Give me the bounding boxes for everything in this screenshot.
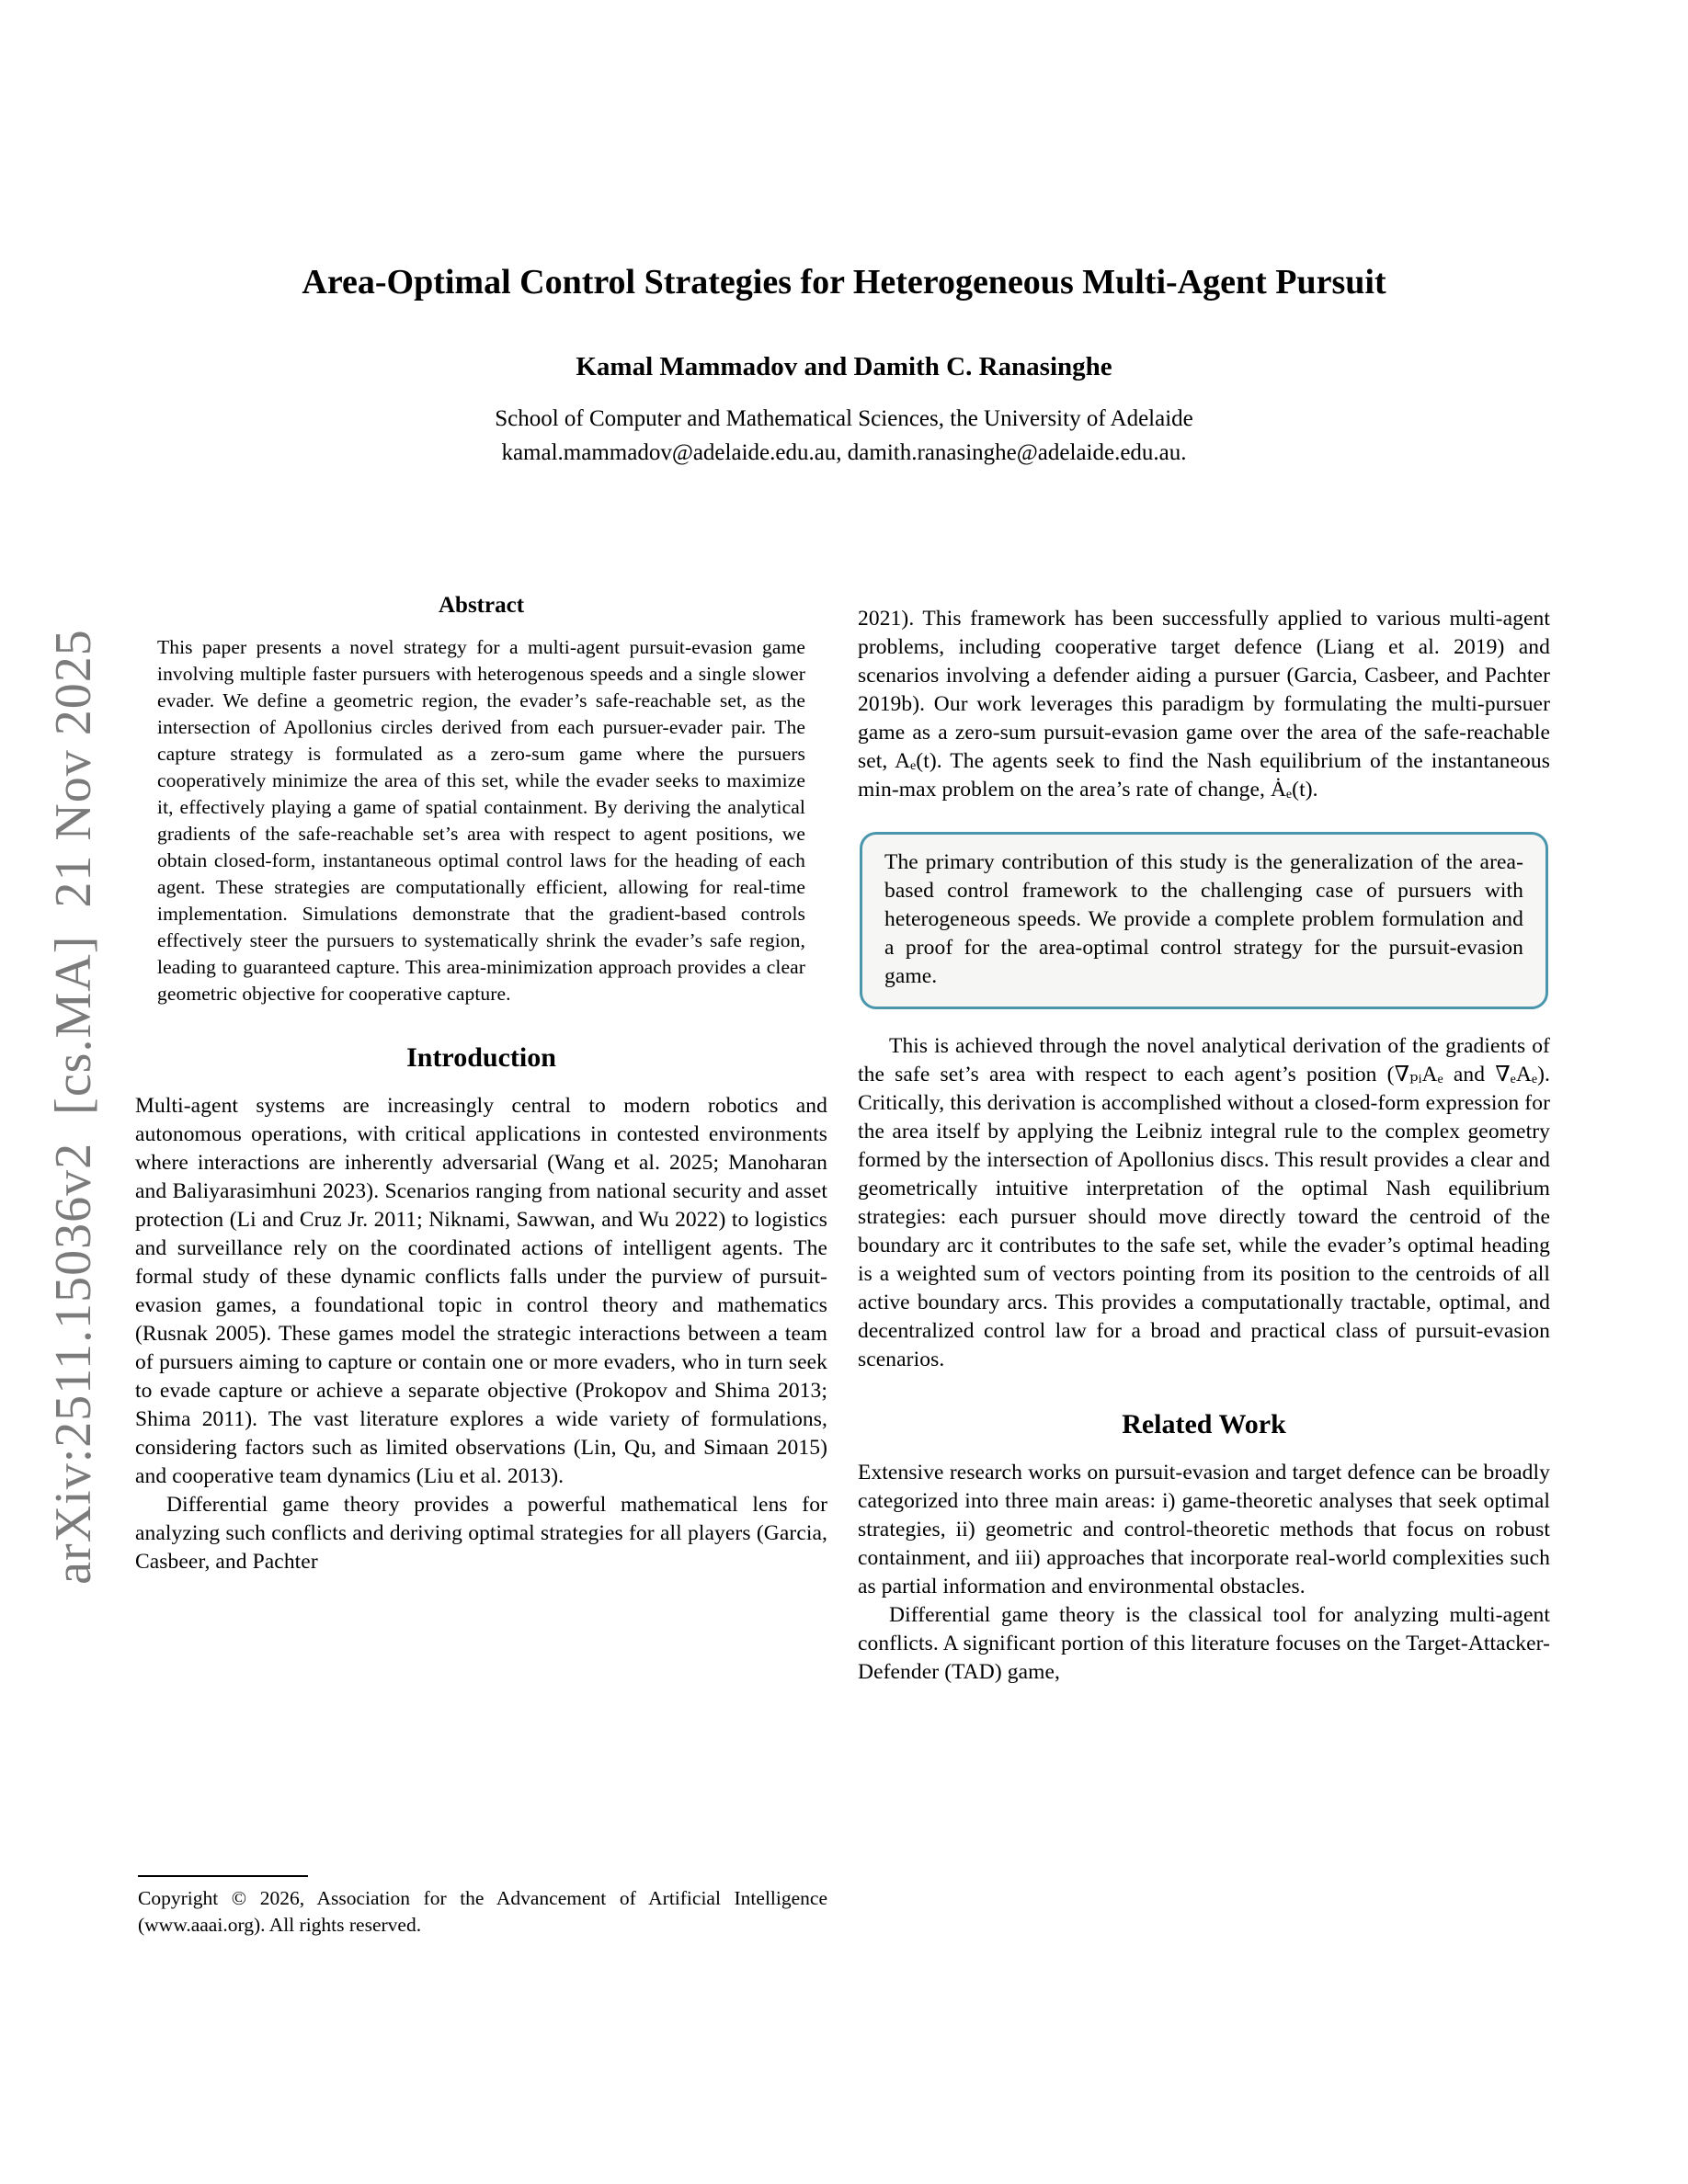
introduction-paragraph-2: Differential game theory provides a powerful mathematical lens for analyzing such conflicts and deriving optimal strategies for all players (Garcia, Casbeer, and Pachter xyxy=(135,1493,827,1574)
derivation-paragraph: This is achieved through the novel analytical derivation of the gradients of the safe set’s area with respect to each agent’s position (∇ₚᵢAₑ and ∇ₑAₑ). Critically, this derivation is accomplished without a closed-form expression for the area itself by applying the Leibniz integral rule to the complex geometry formed by the intersection of Apollonius discs. This result provides a clear and geometrically intuitive interpretation of the optimal Nash equilibrium strategies: each pursuer should move directly toward the centroid of the boundary arc it contributes to the safe set, while the evader’s optimal heading is a weighted sum of vectors pointing from its position to the centroids of all active boundary arcs. This provides a computationally tractable, optimal, and decentralized control law for a broad and practical class of pursuit-evasion scenarios. xyxy=(858,1034,1550,1371)
copyright-footnote xyxy=(138,1875,827,1939)
arxiv-watermark: arXiv:2511.15036v2 [cs.MA] 21 Nov 2025 xyxy=(45,629,102,1585)
right-column xyxy=(858,605,1550,1687)
paper-affiliation: School of Computer and Mathematical Sciences, the University of Adelaide xyxy=(495,406,1193,431)
abstract-heading: Abstract xyxy=(438,593,525,618)
copyright-text: Copyright © 2026, Association for the Advancement of Artificial Intelligence (www.aaai.org). All rights reserved. xyxy=(138,1887,827,1936)
footnote-rule xyxy=(138,1875,308,1877)
paper-emails: kamal.mammadov@adelaide.edu.au, damith.ranasinghe@adelaide.edu.au. xyxy=(501,440,1187,465)
abstract-text: This paper presents a novel strategy for a multi-agent pursuit-evasion game involving multiple faster pursuers with heterogenous speeds and a single slower evader. We define a geometric region, the evader’s safe-reachable set, as the intersection of Apollonius circles derived from each pursuer-evader pair. The capture strategy is formulated as a zero-sum game where the pursuers cooperatively minimize the area of this set, while the evader seeks to maximize it, effectively playing a game of spatial containment. By deriving the analytical gradients of the safe-reachable set’s area with respect to agent positions, we obtain closed-form, instantaneous optimal control laws for the heading of each agent. These strategies are computationally efficient, allowing for real-time implementation. Simulations demonstrate that the gradient-based controls effectively steer the pursuers to systematically shrink the evader’s safe region, leading to guaranteed capture. This area-minimization approach provides a clear geometric objective for cooperative capture. xyxy=(157,636,805,1005)
paper-header xyxy=(0,262,1688,466)
left-column xyxy=(135,593,827,1576)
introduction-heading: Introduction xyxy=(406,1042,556,1073)
contribution-highlight-box xyxy=(860,832,1548,1009)
contribution-box-text: The primary contribution of this study is the generalization of the area-based control framework to the challenging case of pursuers with heterogeneous speeds. We provide a complete problem formulation and a proof for the area-optimal control strategy for the pursuit-evasion game. xyxy=(884,850,1523,988)
related-work-paragraph-2: Differential game theory is the classical tool for analyzing multi-agent conflicts. A significant portion of this literature focuses on the Target-Attacker-Defender (TAD) game, xyxy=(858,1603,1550,1684)
related-work-paragraph-1: Extensive research works on pursuit-evasion and target defence can be broadly categorized into three main areas: i) game-theoretic analyses that seek optimal strategies, ii) geometric and control-theoretic methods that focus on robust containment, and iii) approaches that incorporate real-world complexities such as partial information and environmental obstacles. xyxy=(858,1461,1550,1598)
paper-title: Area-Optimal Control Strategies for Heterogeneous Multi-Agent Pursuit xyxy=(302,263,1386,301)
related-work-heading: Related Work xyxy=(1122,1409,1286,1439)
introduction-paragraph-1: Multi-agent systems are increasingly central to modern robotics and autonomous operations, with critical applications in contested environments where interactions are inherently adversarial (Wang et al. 2025; Manoharan and Baliyarasimhuni 2023). Scenarios ranging from national security and asset protection (Li and Cruz Jr. 2011; Niknami, Sawwan, and Wu 2022) to logistics and surveillance rely on the coordinated actions of intelligent agents. The formal study of these dynamic conflicts falls under the purview of pursuit-evasion games, a foundational topic in control theory and mathematics (Rusnak 2005). These games model the strategic interactions between a team of pursuers aiming to capture or contain one or more evaders, who in turn seek to evade capture or achieve a separate objective (Prokopov and Shima 2013; Shima 2011). The vast literature explores a wide variety of formulations, considering factors such as limited observations (Lin, Qu, and Simaan 2015) and cooperative team dynamics (Liu et al. 2013). xyxy=(135,1094,827,1488)
paper-authors: Kamal Mammadov and Damith C. Ranasinghe xyxy=(576,352,1112,381)
continuation-paragraph: 2021). This framework has been successfully applied to various multi-agent problems, including cooperative target defence (Liang et al. 2019) and scenarios involving a defender aiding a pursuer (Garcia, Casbeer, and Pachter 2019b). Our work leverages this paradigm by formulating the multi-pursuer game as a zero-sum pursuit-evasion game over the area of the safe-reachable set, Aₑ(t). The agents seek to find the Nash equilibrium of the instantaneous min-max problem on the area’s rate of change, Ȧₑ(t). xyxy=(858,607,1550,802)
